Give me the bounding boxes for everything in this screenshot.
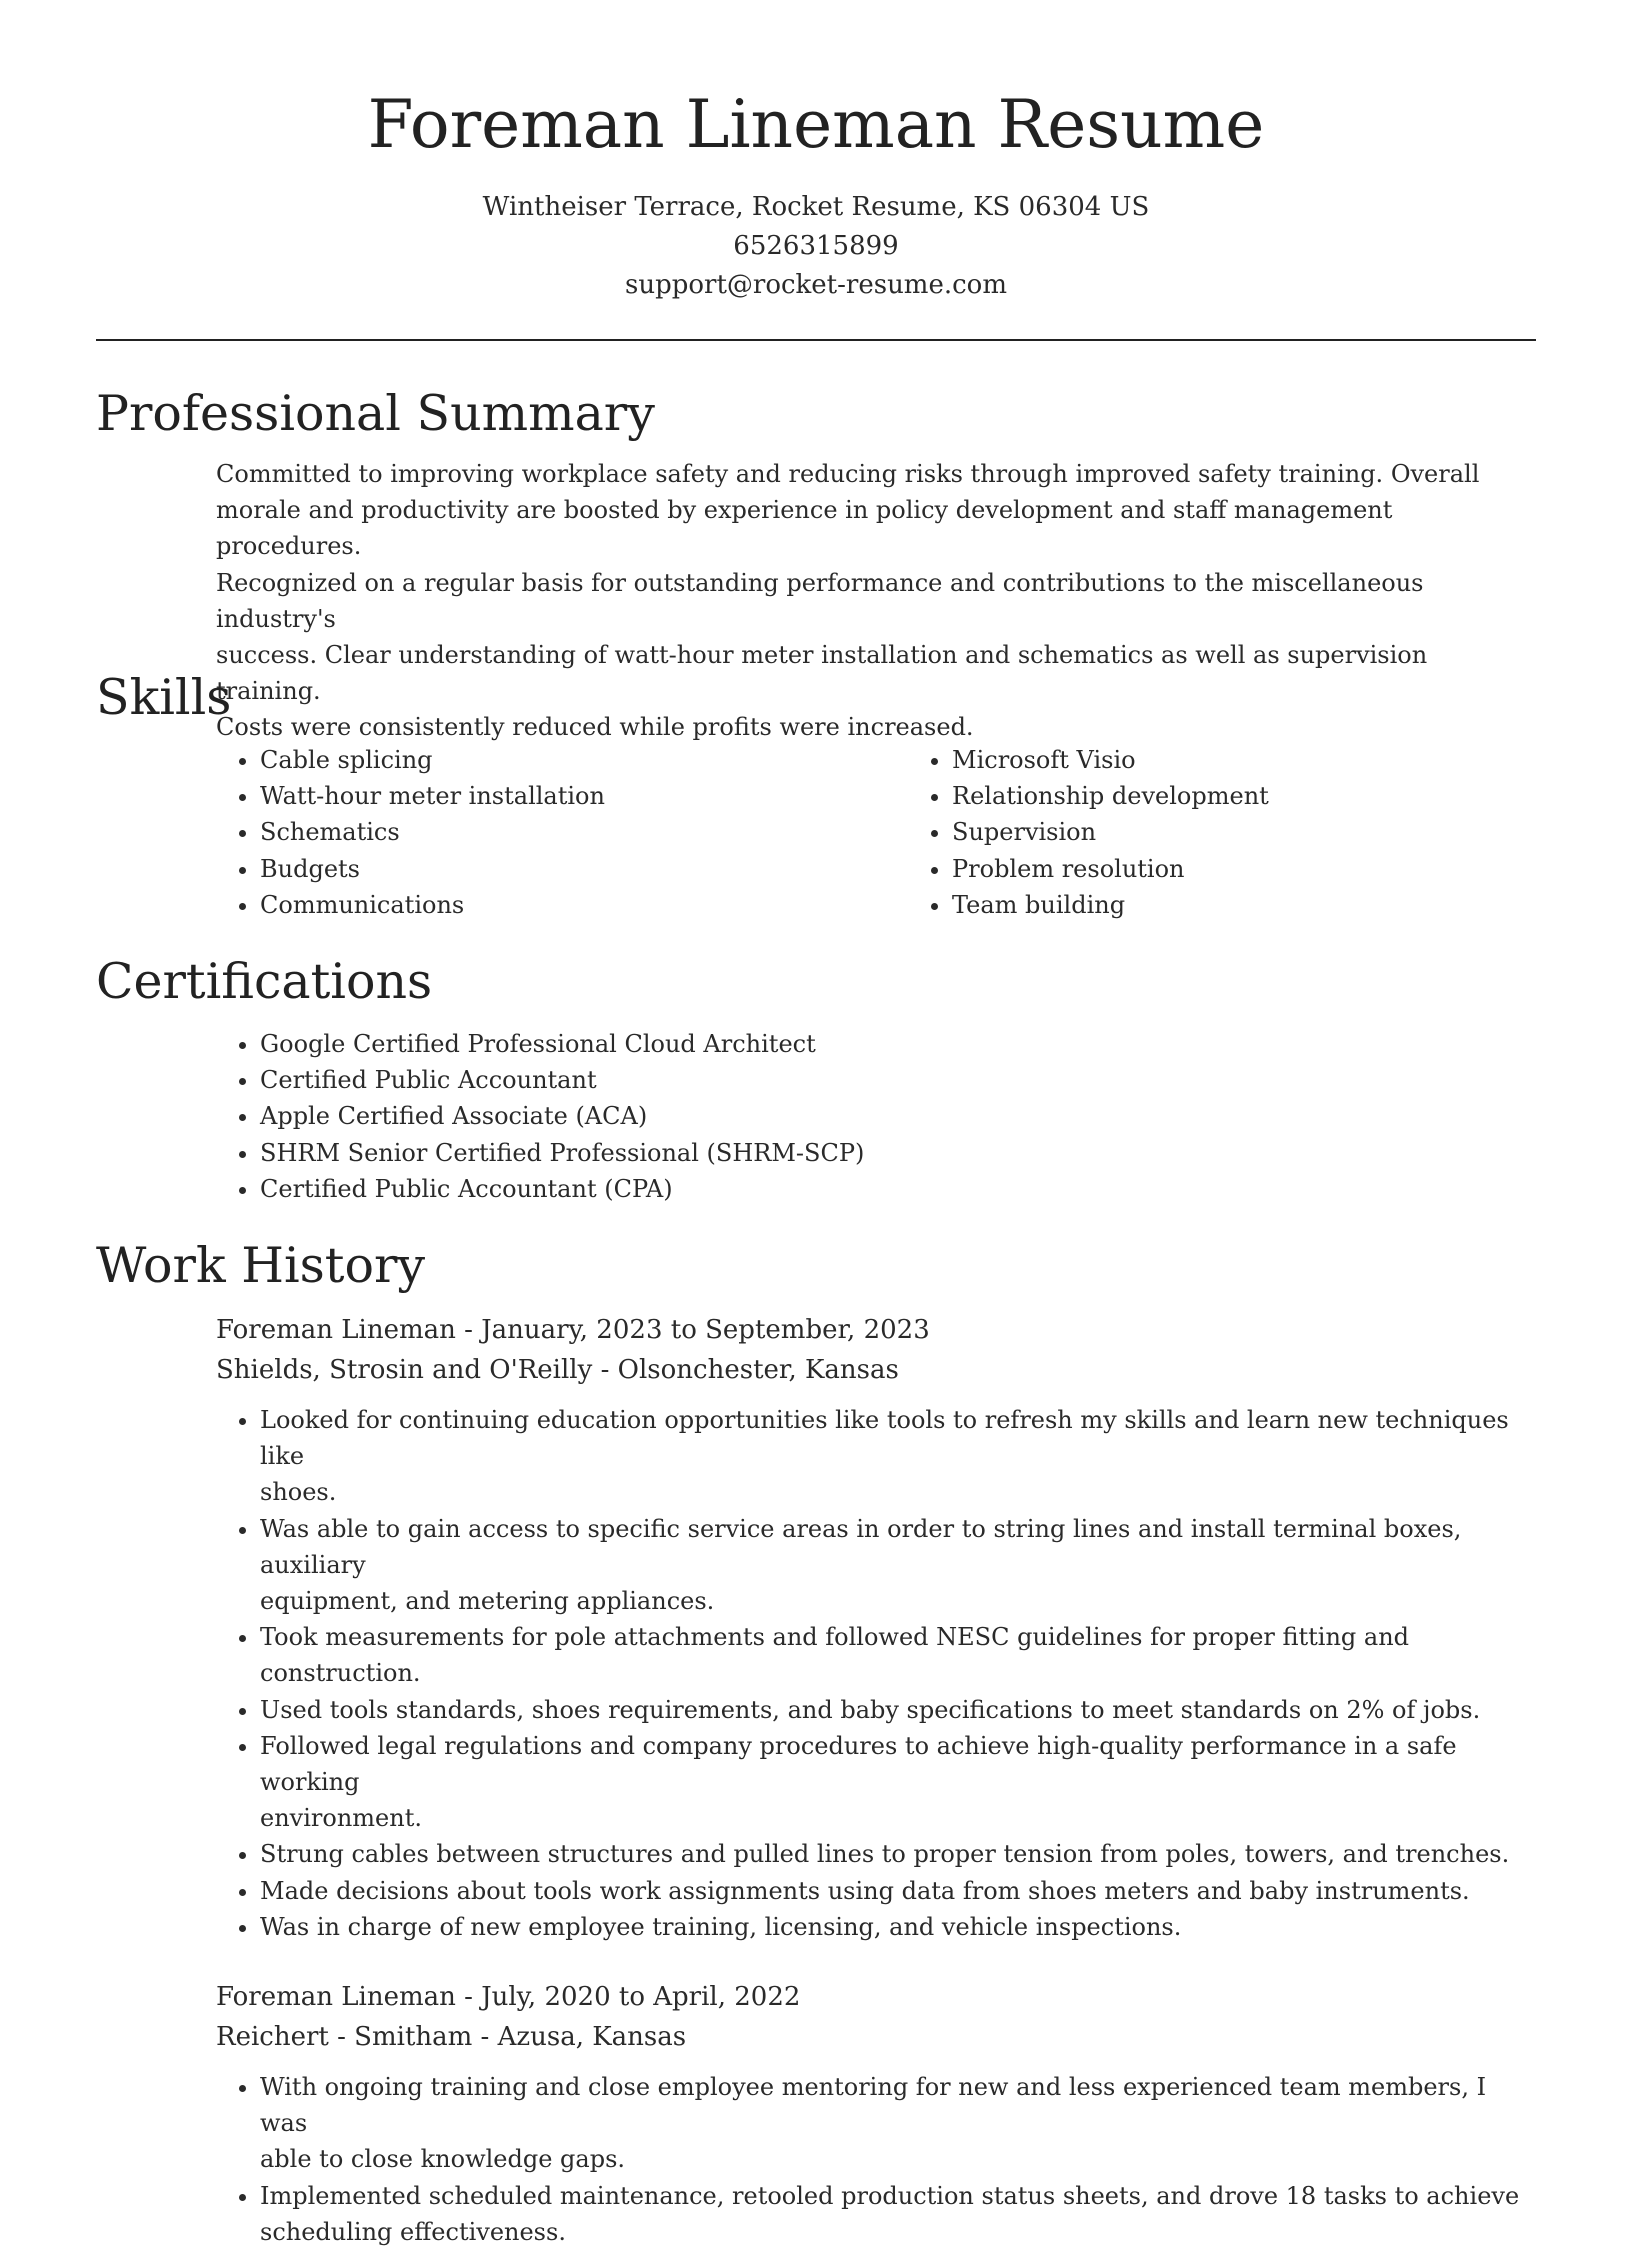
job-bullet: • Was in charge of new employee training, licensing, and vehicle inspections. <box>260 1909 1536 1945</box>
certification-item: • Certified Public Accountant <box>260 1062 1536 1098</box>
job-title: Foreman Lineman <box>216 1315 456 1345</box>
job-dates: July, 2020 to April, 2022 <box>481 1982 801 2013</box>
job-bullet: • Used tools standards, shoes requirements, and baby specifications to meet standards on 2% of jobs. <box>260 1692 1536 1728</box>
job-bullet: • Looked for continuing education opportunities like tools to refresh my skills and learn new techniques like shoes. <box>260 1402 1536 1511</box>
job-title-line: Foreman Lineman - January, 2023 to September, 2023 <box>216 1315 930 1345</box>
job-title-line: Foreman Lineman - July, 2020 to April, 2022 <box>216 1982 801 2013</box>
job-location: Olsonchester, Kansas <box>617 1355 899 1385</box>
job-bullet: • Was able to gain access to specific service areas in order to string lines and install terminal boxes, auxiliary equipment, and metering appliances. <box>260 1511 1536 1620</box>
skills-heading: Skills <box>96 669 232 726</box>
skills-columns <box>96 742 1536 923</box>
certification-item: • Certified Public Accountant (CPA) <box>260 1171 1536 1207</box>
skill-item: • Relationship development <box>952 778 1269 814</box>
contact-email: support@rocket-resume.com <box>624 270 1007 300</box>
job-company: Reichert - Smitham <box>216 2022 473 2053</box>
skill-item: • Watt-hour meter installation <box>260 778 910 814</box>
summary-line: Committed to improving workplace safety and reducing risks through improved safety training. Overall <box>216 460 1480 488</box>
resume-header <box>96 0 1536 341</box>
skill-item: • Budgets <box>260 851 910 887</box>
job-entry <box>96 1310 1536 1945</box>
summary-line: morale and productivity are boosted by experience in policy development and staff management procedures. <box>216 496 1393 561</box>
skills-list-left <box>96 742 910 923</box>
job-bullet: • Made decisions about tools work assignments using data from shoes meters and baby instruments. <box>260 1873 1536 1909</box>
certifications-section <box>96 952 1536 1207</box>
skill-item: • Microsoft Visio <box>952 742 1269 778</box>
certifications-heading: Certifications <box>96 953 433 1010</box>
certification-item: • SHRM Senior Certified Professional (SHRM-SCP) <box>260 1135 1536 1171</box>
header-divider <box>96 339 1536 341</box>
skill-item: • Schematics <box>260 814 910 850</box>
job-company-line: Reichert - Smitham - Azusa, Kansas <box>216 2022 687 2053</box>
summary-heading: Professional Summary <box>96 385 655 442</box>
job-dates: January, 2023 to September, 2023 <box>481 1315 930 1345</box>
resume-title: Foreman Lineman Resume <box>367 86 1265 163</box>
summary-line: success. Clear understanding of watt-hour meter installation and schematics as well as supervision training. <box>216 641 1428 706</box>
certification-item: • Google Certified Professional Cloud Architect <box>260 1026 1536 1062</box>
job-location: Azusa, Kansas <box>497 2022 687 2053</box>
job-bullet: • Implemented scheduled maintenance, retooled production status sheets, and drove 18 tasks to achieve scheduling effectiveness. <box>260 2178 1536 2250</box>
contact-phone: 6526315899 <box>733 231 899 261</box>
summary-line: Costs were consistently reduced while profits were increased. <box>216 713 974 742</box>
job-title: Foreman Lineman <box>216 1982 456 2013</box>
job-bullet: • Strung cables between structures and pulled lines to proper tension from poles, towers, and trenches. <box>260 1836 1536 1872</box>
skill-item: • Communications <box>260 887 910 923</box>
job-bullet: • Followed legal regulations and company procedures to achieve high-quality performance in a safe working environment. <box>260 1728 1536 1837</box>
certification-item: • Apple Certified Associate (ACA) <box>260 1098 1536 1134</box>
summary-line: Recognized on a regular basis for outstanding performance and contributions to the miscellaneous industry's <box>216 568 1424 633</box>
resume-page <box>96 0 1536 2246</box>
skills-section <box>96 668 1536 923</box>
certifications-list <box>96 1026 1536 1207</box>
skill-item: • Team building <box>952 887 1269 923</box>
job-company: Shields, Strosin and O'Reilly <box>216 1355 593 1385</box>
skills-list-right <box>910 742 1269 923</box>
job-company-line: Shields, Strosin and O'Reilly - Olsonchester, Kansas <box>216 1355 899 1385</box>
skill-item: • Problem resolution <box>952 851 1269 887</box>
work-history-section <box>96 1236 1536 2250</box>
job-entry <box>96 1977 1536 2250</box>
work-history-heading: Work History <box>96 1237 426 1294</box>
job-bullets <box>96 1402 1536 1945</box>
job-bullet: • Took measurements for pole attachments and followed NESC guidelines for proper fitting and construction. <box>260 1619 1536 1691</box>
job-bullet: • With ongoing training and close employee mentoring for new and less experienced team members, I was able to close knowledge gaps. <box>260 2069 1536 2178</box>
job-bullets <box>96 2069 1536 2250</box>
skill-item: • Supervision <box>952 814 1269 850</box>
skill-item: • Cable splicing <box>260 742 910 778</box>
contact-address: Wintheiser Terrace, Rocket Resume, KS 06304 US <box>482 192 1150 222</box>
